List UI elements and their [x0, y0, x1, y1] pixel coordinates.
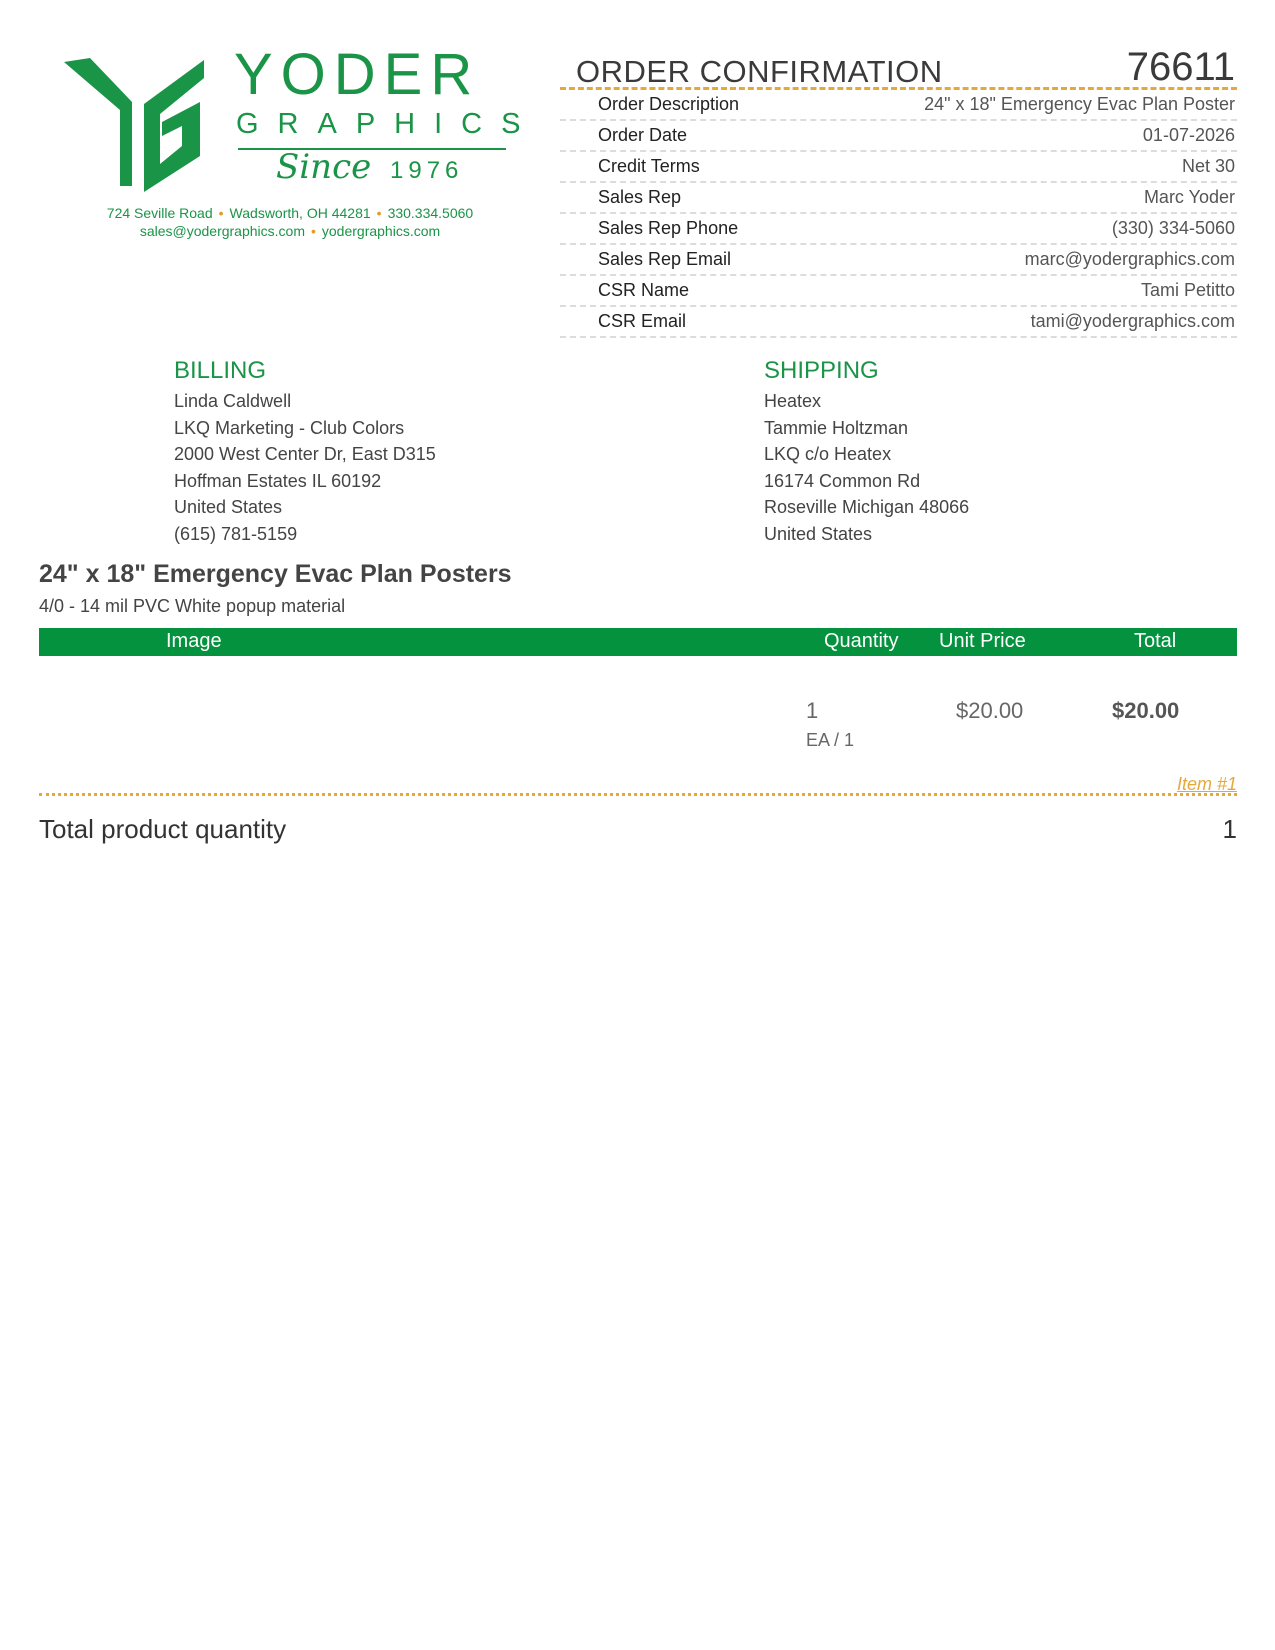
- billing-heading: BILLING: [174, 357, 267, 384]
- shipping-line: LKQ c/o Heatex: [764, 444, 892, 464]
- detail-row-sales-rep: [560, 183, 1237, 214]
- billing-address: [174, 356, 436, 547]
- detail-value: 01-07-2026: [1142, 125, 1235, 145]
- company-phone: 330.334.5060: [387, 205, 474, 221]
- detail-value: (330) 334-5060: [1111, 218, 1235, 238]
- detail-label: Sales Rep Email: [598, 249, 732, 269]
- detail-row-credit-terms: [560, 152, 1237, 183]
- column-header-quantity: Quantity: [824, 630, 899, 652]
- detail-row-csr-email: [560, 307, 1237, 338]
- column-header-unit-price: Unit Price: [939, 630, 1026, 652]
- detail-label: Credit Terms: [598, 156, 700, 176]
- billing-line: LKQ Marketing - Club Colors: [174, 417, 405, 438]
- detail-label: CSR Name: [598, 280, 690, 300]
- shipping-line: 16174 Common Rd: [764, 470, 921, 491]
- company-email: sales@yodergraphics.com: [139, 223, 305, 239]
- separator-dot: •: [376, 205, 382, 221]
- item-divider: [39, 793, 1237, 796]
- since-script: [274, 144, 394, 192]
- company-logo: [60, 42, 540, 254]
- item-number: Item #1: [1176, 774, 1237, 794]
- detail-row-csr-name: [560, 276, 1237, 307]
- detail-value: tami@yodergraphics.com: [1030, 311, 1235, 331]
- detail-row-order-description: [560, 90, 1237, 121]
- logo-wordmark: YODER: [234, 42, 481, 107]
- company-website: yodergraphics.com: [321, 223, 441, 239]
- detail-row-order-date: [560, 121, 1237, 152]
- detail-row-sales-rep-phone: [560, 214, 1237, 245]
- detail-value: marc@yodergraphics.com: [1024, 249, 1235, 269]
- total-quantity-value: 1: [1222, 814, 1237, 844]
- shipping-line: Tammie Holtzman: [764, 417, 909, 438]
- billing-line: Hoffman Estates IL 60192: [174, 470, 382, 491]
- since-script-text: Since: [276, 147, 372, 187]
- billing-line: (615) 781-5159: [174, 523, 298, 544]
- detail-label: Order Description: [598, 94, 740, 114]
- page-title: ORDER CONFIRMATION: [576, 54, 943, 89]
- item-quantity: 1: [806, 698, 819, 723]
- address-line-1: [60, 204, 520, 222]
- column-header-total: Total: [1134, 630, 1177, 652]
- detail-label: Sales Rep Phone: [598, 218, 739, 238]
- city-state: Wadsworth, OH 44281: [229, 205, 371, 221]
- item-total: $20.00: [1112, 698, 1180, 723]
- detail-value: Tami Petitto: [1140, 280, 1235, 300]
- shipping-heading: SHIPPING: [764, 357, 879, 384]
- shipping-line: Heatex: [764, 391, 822, 411]
- order-details: [560, 46, 1237, 338]
- logo-subtitle: GRAPHICS: [236, 108, 540, 140]
- detail-label: CSR Email: [598, 311, 687, 331]
- detail-value: Net 30: [1181, 156, 1235, 176]
- yg-monogram-icon: [64, 52, 204, 192]
- detail-label: Sales Rep: [598, 187, 682, 207]
- detail-label: Order Date: [598, 125, 688, 145]
- address-line-2: [60, 222, 520, 240]
- separator-dot: •: [310, 223, 316, 239]
- shipping-line: Roseville Michigan 48066: [764, 497, 970, 517]
- item-unit-price: $20.00: [956, 698, 1024, 723]
- product-description: 4/0 - 14 mil PVC White popup material: [39, 596, 346, 616]
- company-address: [60, 204, 520, 240]
- column-header-image: Image: [166, 630, 222, 652]
- billing-line: 2000 West Center Dr, East D315: [174, 444, 436, 464]
- street-address: 724 Seville Road: [106, 205, 213, 221]
- logo-year: 1976: [390, 157, 464, 184]
- line-items-header: [39, 628, 1237, 656]
- shipping-address: [764, 356, 969, 547]
- order-header: [560, 46, 1237, 90]
- billing-line: Linda Caldwell: [174, 391, 292, 411]
- detail-value: Marc Yoder: [1143, 187, 1235, 207]
- detail-value: 24" x 18" Emergency Evac Plan Poster: [924, 94, 1235, 114]
- total-quantity-label: Total product quantity: [39, 814, 287, 844]
- item-unit: EA / 1: [806, 730, 855, 750]
- billing-line: United States: [174, 497, 283, 517]
- order-number: 76611: [1126, 45, 1235, 89]
- product-title: 24" x 18" Emergency Evac Plan Posters: [39, 560, 512, 588]
- separator-dot: •: [218, 205, 224, 221]
- detail-row-sales-rep-email: [560, 245, 1237, 276]
- shipping-line: United States: [764, 523, 873, 544]
